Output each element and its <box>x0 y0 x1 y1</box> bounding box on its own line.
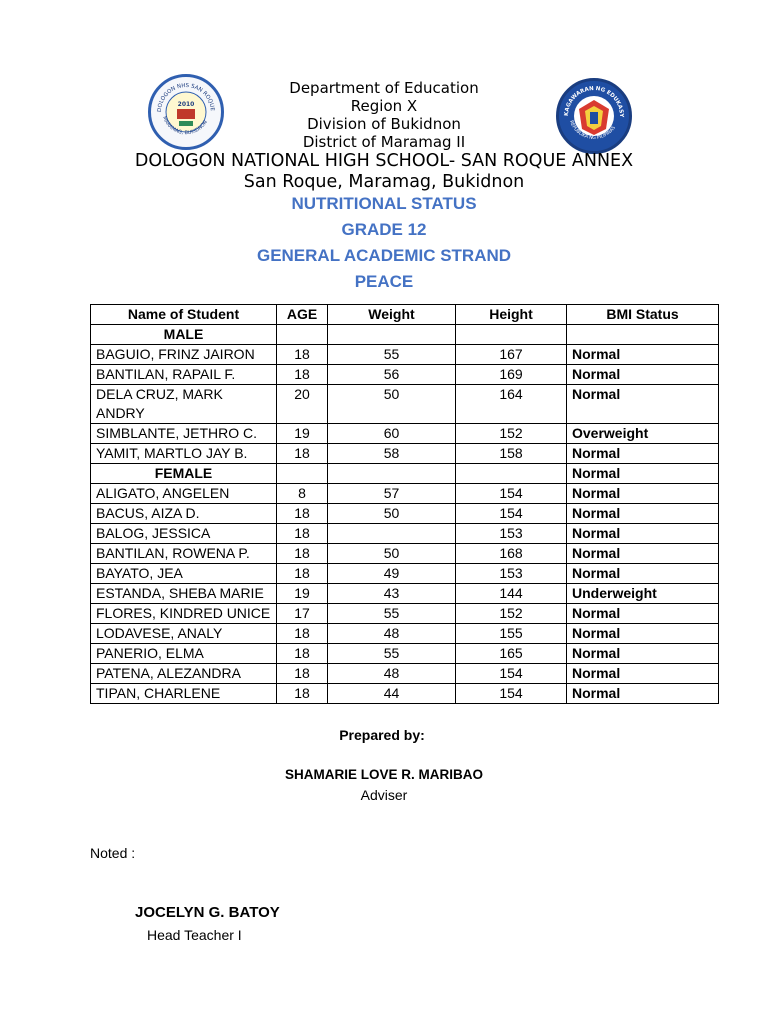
table-row <box>91 424 719 444</box>
age-cell: 18 <box>277 365 328 385</box>
student-name-cell: BAYATO, JEA <box>91 564 277 584</box>
student-name-cell: PANERIO, ELMA <box>91 644 277 664</box>
col-header-height: Height <box>456 305 567 325</box>
bmi-cell: Normal <box>567 504 719 524</box>
age-cell: 18 <box>277 504 328 524</box>
student-name-cell: BACUS, AIZA D. <box>91 504 277 524</box>
district-heading: District of Maramag II <box>302 133 466 151</box>
weight-cell: 60 <box>328 424 456 444</box>
nutritional-status-table <box>90 304 719 704</box>
age-cell: 19 <box>277 584 328 604</box>
age-cell: 18 <box>277 624 328 644</box>
group-header-row <box>91 464 719 484</box>
height-cell: 154 <box>456 664 567 684</box>
seal-year: 2010 <box>177 101 195 108</box>
table-row <box>91 444 719 464</box>
age-cell: 18 <box>277 444 328 464</box>
table-row <box>91 484 719 504</box>
table-row <box>91 684 719 704</box>
student-name-cell: BAGUIO, FRINZ JAIRON <box>91 345 277 365</box>
student-name-cell: PATENA, ALEZANDRA <box>91 664 277 684</box>
height-cell: 168 <box>456 544 567 564</box>
grade-title: GRADE 12 <box>341 220 427 239</box>
noter-title: Head Teacher I <box>147 927 242 943</box>
table-row <box>91 664 719 684</box>
height-cell: 155 <box>456 624 567 644</box>
division-heading: Division of Bukidnon <box>307 115 461 133</box>
group-label: MALE <box>91 325 277 345</box>
height-cell: 164 <box>456 385 567 424</box>
col-header-weight: Weight <box>328 305 456 325</box>
bmi-cell: Normal <box>567 484 719 504</box>
weight-cell: 48 <box>328 664 456 684</box>
height-cell: 152 <box>456 424 567 444</box>
group-header-row <box>91 325 719 345</box>
bmi-cell: Overweight <box>567 424 719 444</box>
age-cell <box>277 325 328 345</box>
table-header-row <box>91 305 719 325</box>
prepared-by-label: Prepared by: <box>339 727 425 743</box>
weight-cell: 49 <box>328 564 456 584</box>
table-row <box>91 644 719 664</box>
student-name-cell: ESTANDA, SHEBA MARIE <box>91 584 277 604</box>
height-cell: 154 <box>456 504 567 524</box>
height-cell: 165 <box>456 644 567 664</box>
age-cell: 18 <box>277 564 328 584</box>
table-row <box>91 584 719 604</box>
height-cell: 167 <box>456 345 567 365</box>
weight-cell: 50 <box>328 504 456 524</box>
weight-cell: 58 <box>328 444 456 464</box>
svg-text:REPUBLIKA NG PILIPINAS: REPUBLIKA NG PILIPINAS <box>568 119 617 142</box>
age-cell: 18 <box>277 684 328 704</box>
preparer-title: Adviser <box>360 787 408 803</box>
table-row <box>91 524 719 544</box>
bmi-cell: Normal <box>567 524 719 544</box>
col-header-bmi: BMI Status <box>567 305 719 325</box>
height-cell: 153 <box>456 564 567 584</box>
age-cell: 17 <box>277 604 328 624</box>
age-cell: 18 <box>277 345 328 365</box>
student-name-cell: LODAVESE, ANALY <box>91 624 277 644</box>
svg-text:MARAMAG, BUKIDNON: MARAMAG, BUKIDNON <box>161 115 209 137</box>
age-cell <box>277 464 328 484</box>
svg-text:DOLOGON NHS SAN ROQUE ANNEX: DOLOGON NHS SAN ROQUE <box>156 82 216 113</box>
bmi-cell <box>567 325 719 345</box>
student-name-cell: FLORES, KINDRED UNICE <box>91 604 277 624</box>
student-name-cell: BANTILAN, RAPAIL F. <box>91 365 277 385</box>
weight-cell: 55 <box>328 345 456 365</box>
age-cell: 18 <box>277 644 328 664</box>
age-cell: 19 <box>277 424 328 444</box>
weight-cell: 48 <box>328 624 456 644</box>
age-cell: 20 <box>277 385 328 424</box>
bmi-cell: Normal <box>567 624 719 644</box>
bmi-cell: Normal <box>567 544 719 564</box>
bmi-cell: Normal <box>567 644 719 664</box>
weight-cell: 43 <box>328 584 456 604</box>
table-row <box>91 345 719 365</box>
table-row <box>91 504 719 524</box>
student-name-cell: TIPAN, CHARLENE <box>91 684 277 704</box>
region-heading: Region X <box>350 97 418 115</box>
bmi-cell: Normal <box>567 365 719 385</box>
table-row <box>91 365 719 385</box>
weight-cell: 56 <box>328 365 456 385</box>
age-cell: 8 <box>277 484 328 504</box>
group-label: FEMALE <box>91 464 277 484</box>
weight-cell: 55 <box>328 604 456 624</box>
height-cell <box>456 464 567 484</box>
table-row <box>91 564 719 584</box>
svg-text:KAGAWARAN NG EDUKASYON: KAGAWARAN NG EDUKASY <box>563 85 625 118</box>
preparer-name: SHAMARIE LOVE R. MARIBAO <box>284 767 483 782</box>
weight-cell: 50 <box>328 544 456 564</box>
weight-cell: 55 <box>328 644 456 664</box>
weight-cell: 50 <box>328 385 456 424</box>
bmi-cell: Normal <box>567 564 719 584</box>
weight-cell <box>328 464 456 484</box>
school-name: DOLOGON NATIONAL HIGH SCHOOL- SAN ROQUE ANNEX <box>134 151 634 171</box>
strand-title: GENERAL ACADEMIC STRAND <box>256 246 512 265</box>
age-cell: 18 <box>277 544 328 564</box>
bmi-cell: Normal <box>567 345 719 365</box>
col-header-name: Name of Student <box>91 305 277 325</box>
height-cell: 144 <box>456 584 567 604</box>
height-cell <box>456 325 567 345</box>
height-cell: 154 <box>456 484 567 504</box>
table-row <box>91 624 719 644</box>
weight-cell <box>328 325 456 345</box>
bmi-cell: Normal <box>567 385 719 424</box>
table-row <box>91 544 719 564</box>
student-name-cell: YAMIT, MARTLO JAY B. <box>91 444 277 464</box>
dept-heading: Department of Education <box>289 79 479 97</box>
bmi-cell: Normal <box>567 444 719 464</box>
student-name-cell: BALOG, JESSICA <box>91 524 277 544</box>
weight-cell <box>328 524 456 544</box>
student-name-cell: BANTILAN, ROWENA P. <box>91 544 277 564</box>
report-title: NUTRITIONAL STATUS <box>291 194 477 213</box>
school-address: San Roque, Maramag, Bukidnon <box>243 172 525 192</box>
student-name-cell: DELA CRUZ, MARK ANDRY <box>91 385 277 424</box>
height-cell: 152 <box>456 604 567 624</box>
bmi-cell: Normal <box>567 684 719 704</box>
noter-name: JOCELYN G. BATOY <box>135 904 280 921</box>
bmi-cell: Normal <box>567 604 719 624</box>
height-cell: 153 <box>456 524 567 544</box>
bmi-cell: Underweight <box>567 584 719 604</box>
weight-cell: 57 <box>328 484 456 504</box>
col-header-age: AGE <box>277 305 328 325</box>
height-cell: 154 <box>456 684 567 704</box>
table-row <box>91 604 719 624</box>
student-name-cell: ALIGATO, ANGELEN <box>91 484 277 504</box>
table-row <box>91 385 719 424</box>
student-name-cell: SIMBLANTE, JETHRO C. <box>91 424 277 444</box>
bmi-cell: Normal <box>567 464 719 484</box>
age-cell: 18 <box>277 524 328 544</box>
weight-cell: 44 <box>328 684 456 704</box>
age-cell: 18 <box>277 664 328 684</box>
bmi-cell: Normal <box>567 664 719 684</box>
section-title: PEACE <box>354 272 414 291</box>
height-cell: 169 <box>456 365 567 385</box>
height-cell: 158 <box>456 444 567 464</box>
noted-label: Noted : <box>90 845 136 861</box>
